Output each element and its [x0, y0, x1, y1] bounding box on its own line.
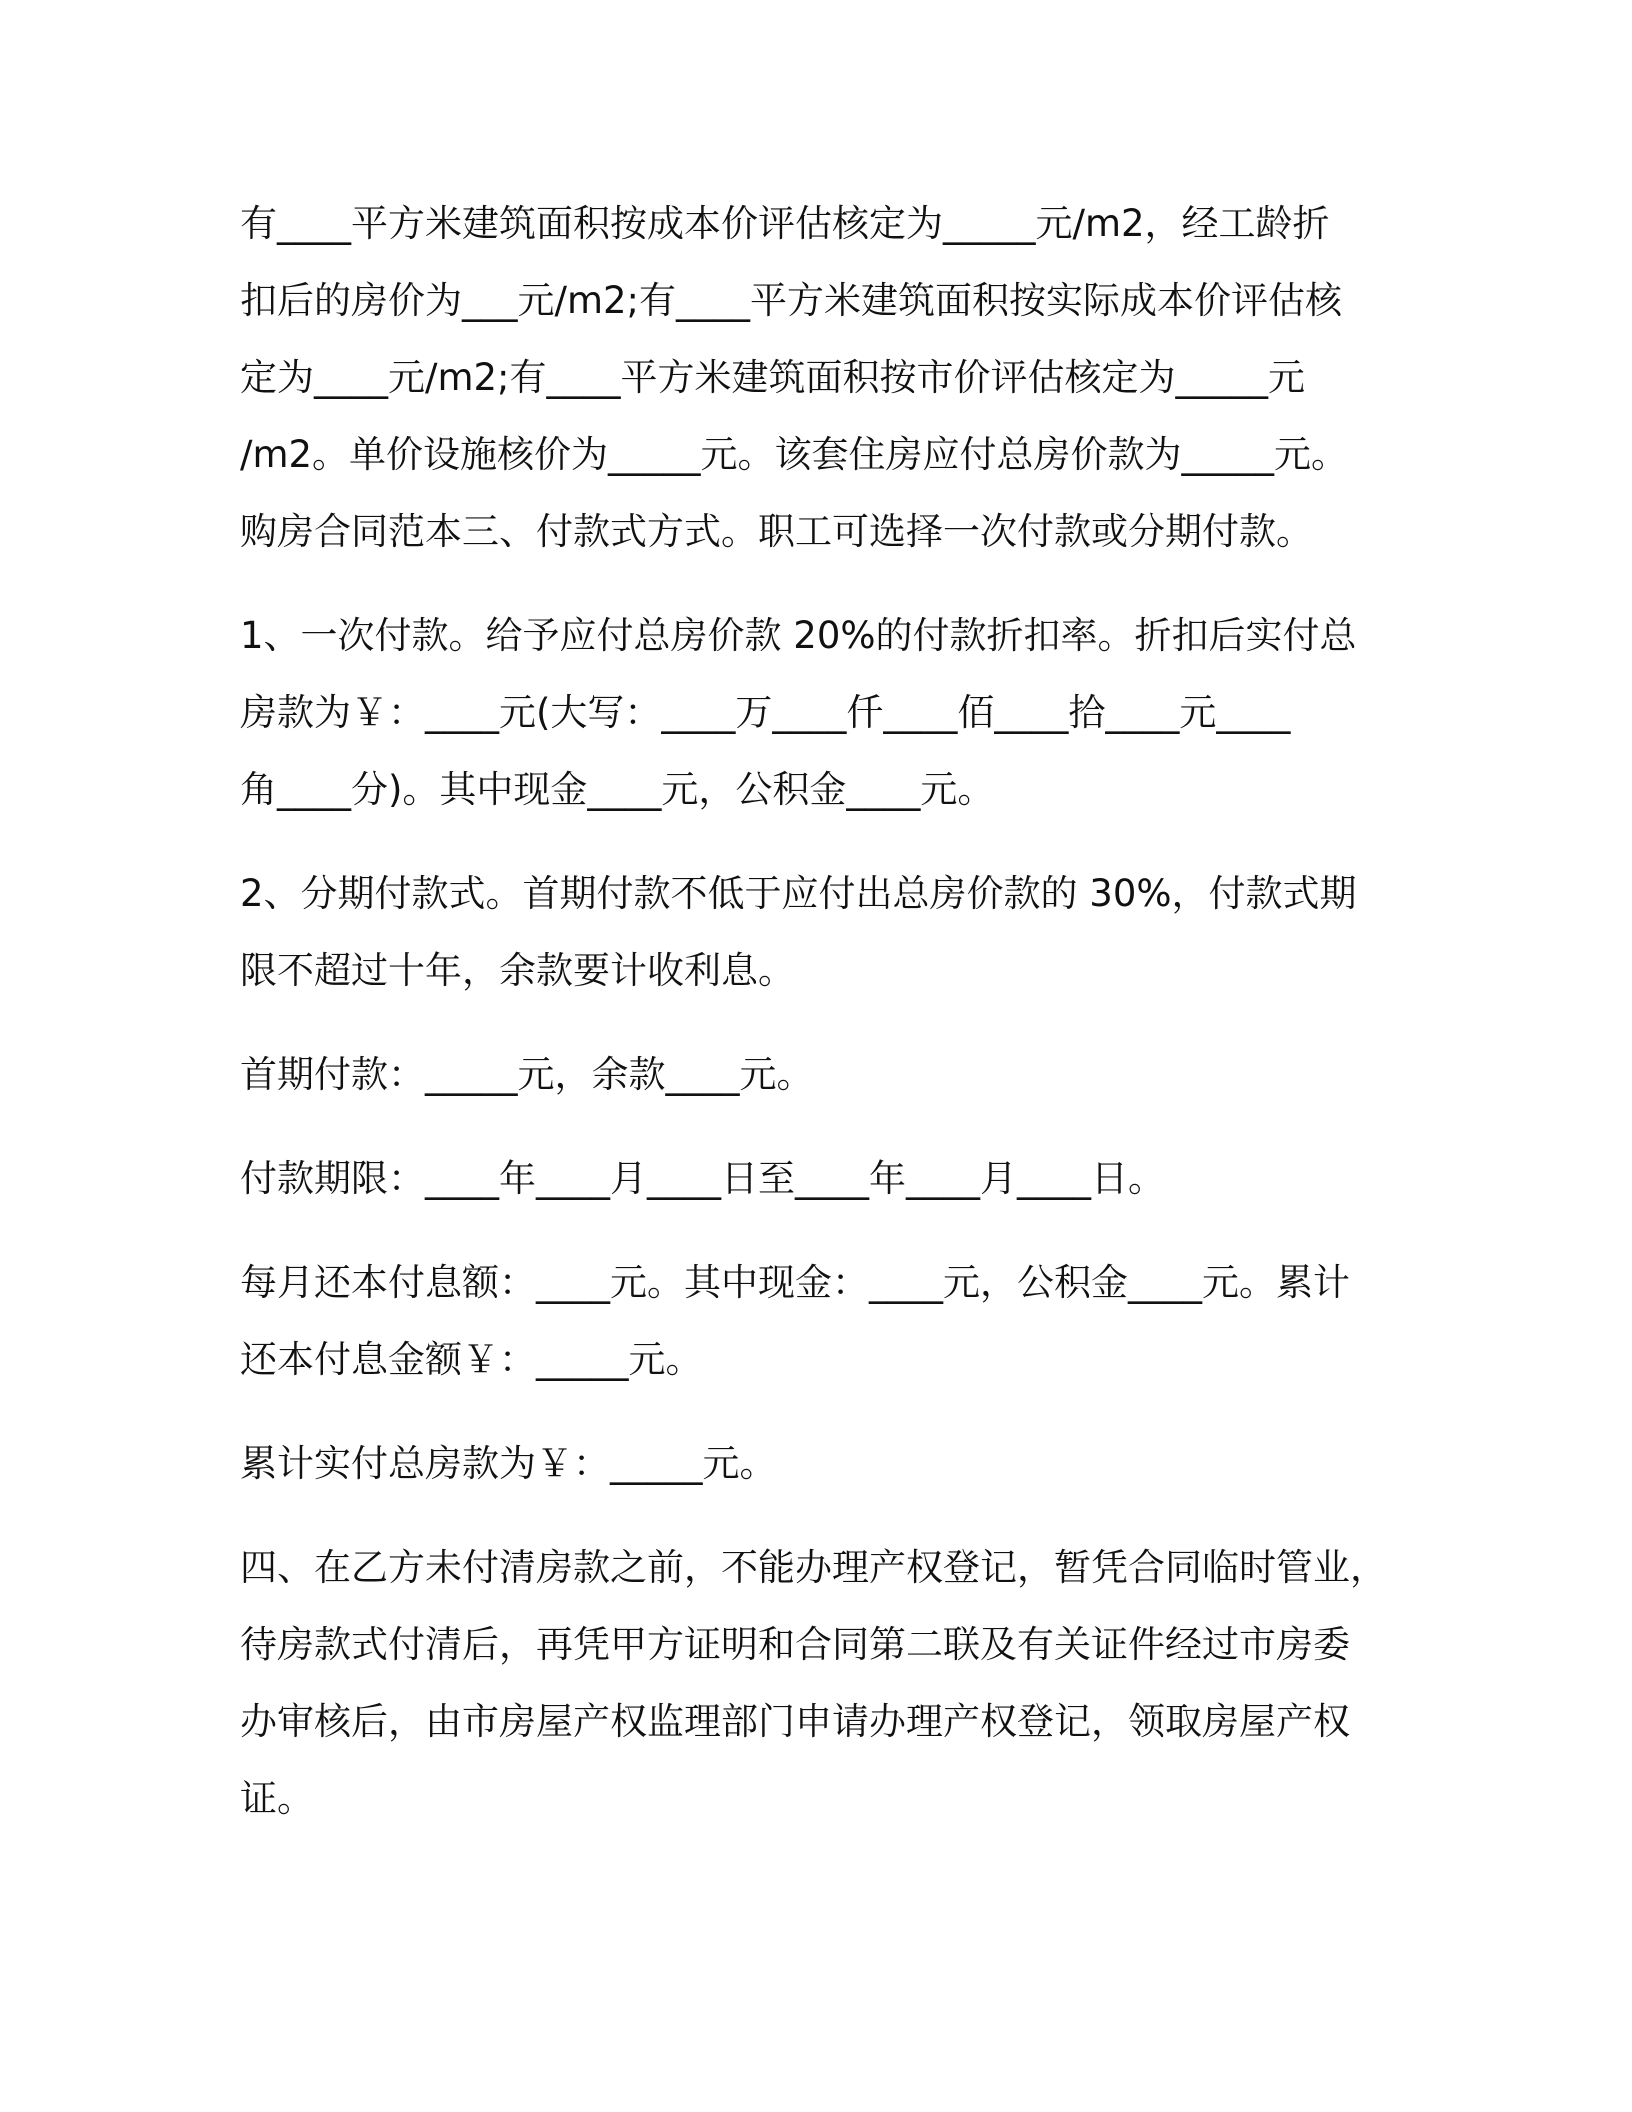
paragraph-payment-period — [240, 1140, 1390, 1217]
text-line: 证。 — [240, 1777, 314, 1820]
text-line: 首期付款：_____元，余款____元。 — [240, 1053, 814, 1096]
paragraph-total-paid — [240, 1425, 1390, 1502]
text-line: 办审核后，由市房屋产权监理部门申请办理产权登记，领取房屋产权 — [240, 1700, 1350, 1743]
text-line: /m2。单价设施核价为_____元。该套住房应付总房价款为_____元。 — [240, 433, 1349, 476]
text-line: 角____分)。其中现金____元，公积金____元。 — [240, 768, 995, 811]
text-line: 购房合同范本三、付款式方式。职工可选择一次付款或分期付款。 — [240, 510, 1313, 553]
text-line: 待房款式付清后，再凭甲方证明和合同第二联及有关证件经过市房委 — [240, 1623, 1350, 1666]
text-line: 扣后的房价为___元/m2;有____平方米建筑面积按实际成本价评估核 — [240, 279, 1343, 322]
paragraph-lump-sum-payment — [240, 597, 1390, 828]
document-body — [240, 185, 1390, 1837]
paragraph-property-registration — [240, 1529, 1390, 1837]
text-line: 2、分期付款式。首期付款不低于应付出总房价款的 30%，付款式期 — [240, 872, 1357, 915]
text-line: 每月还本付息额：____元。其中现金：____元，公积金____元。累计 — [240, 1261, 1350, 1304]
paragraph-monthly-repayment — [240, 1244, 1390, 1398]
paragraph-installment-payment — [240, 855, 1390, 1009]
text-line: 还本付息金额￥：_____元。 — [240, 1338, 703, 1381]
text-line: 有____平方米建筑面积按成本价评估核定为_____元/m2，经工龄折 — [240, 202, 1330, 245]
text-line: 限不超过十年，余款要计收利息。 — [240, 949, 795, 992]
text-line: 定为____元/m2;有____平方米建筑面积按市价评估核定为_____元 — [240, 356, 1306, 399]
paragraph-down-payment — [240, 1036, 1390, 1113]
paragraph-price-assessment — [240, 185, 1390, 570]
text-line: 房款为￥：____元(大写：____万____仟____佰____拾____元____ — [240, 691, 1291, 734]
text-line: 付款期限：____年____月____日至____年____月____日。 — [240, 1157, 1165, 1200]
text-line: 四、在乙方未付清房款之前，不能办理产权登记，暂凭合同临时管业， — [240, 1546, 1387, 1589]
text-line: 1、一次付款。给予应付总房价款 20%的付款折扣率。折扣后实付总 — [240, 614, 1357, 657]
text-line: 累计实付总房款为￥：_____元。 — [240, 1442, 777, 1485]
